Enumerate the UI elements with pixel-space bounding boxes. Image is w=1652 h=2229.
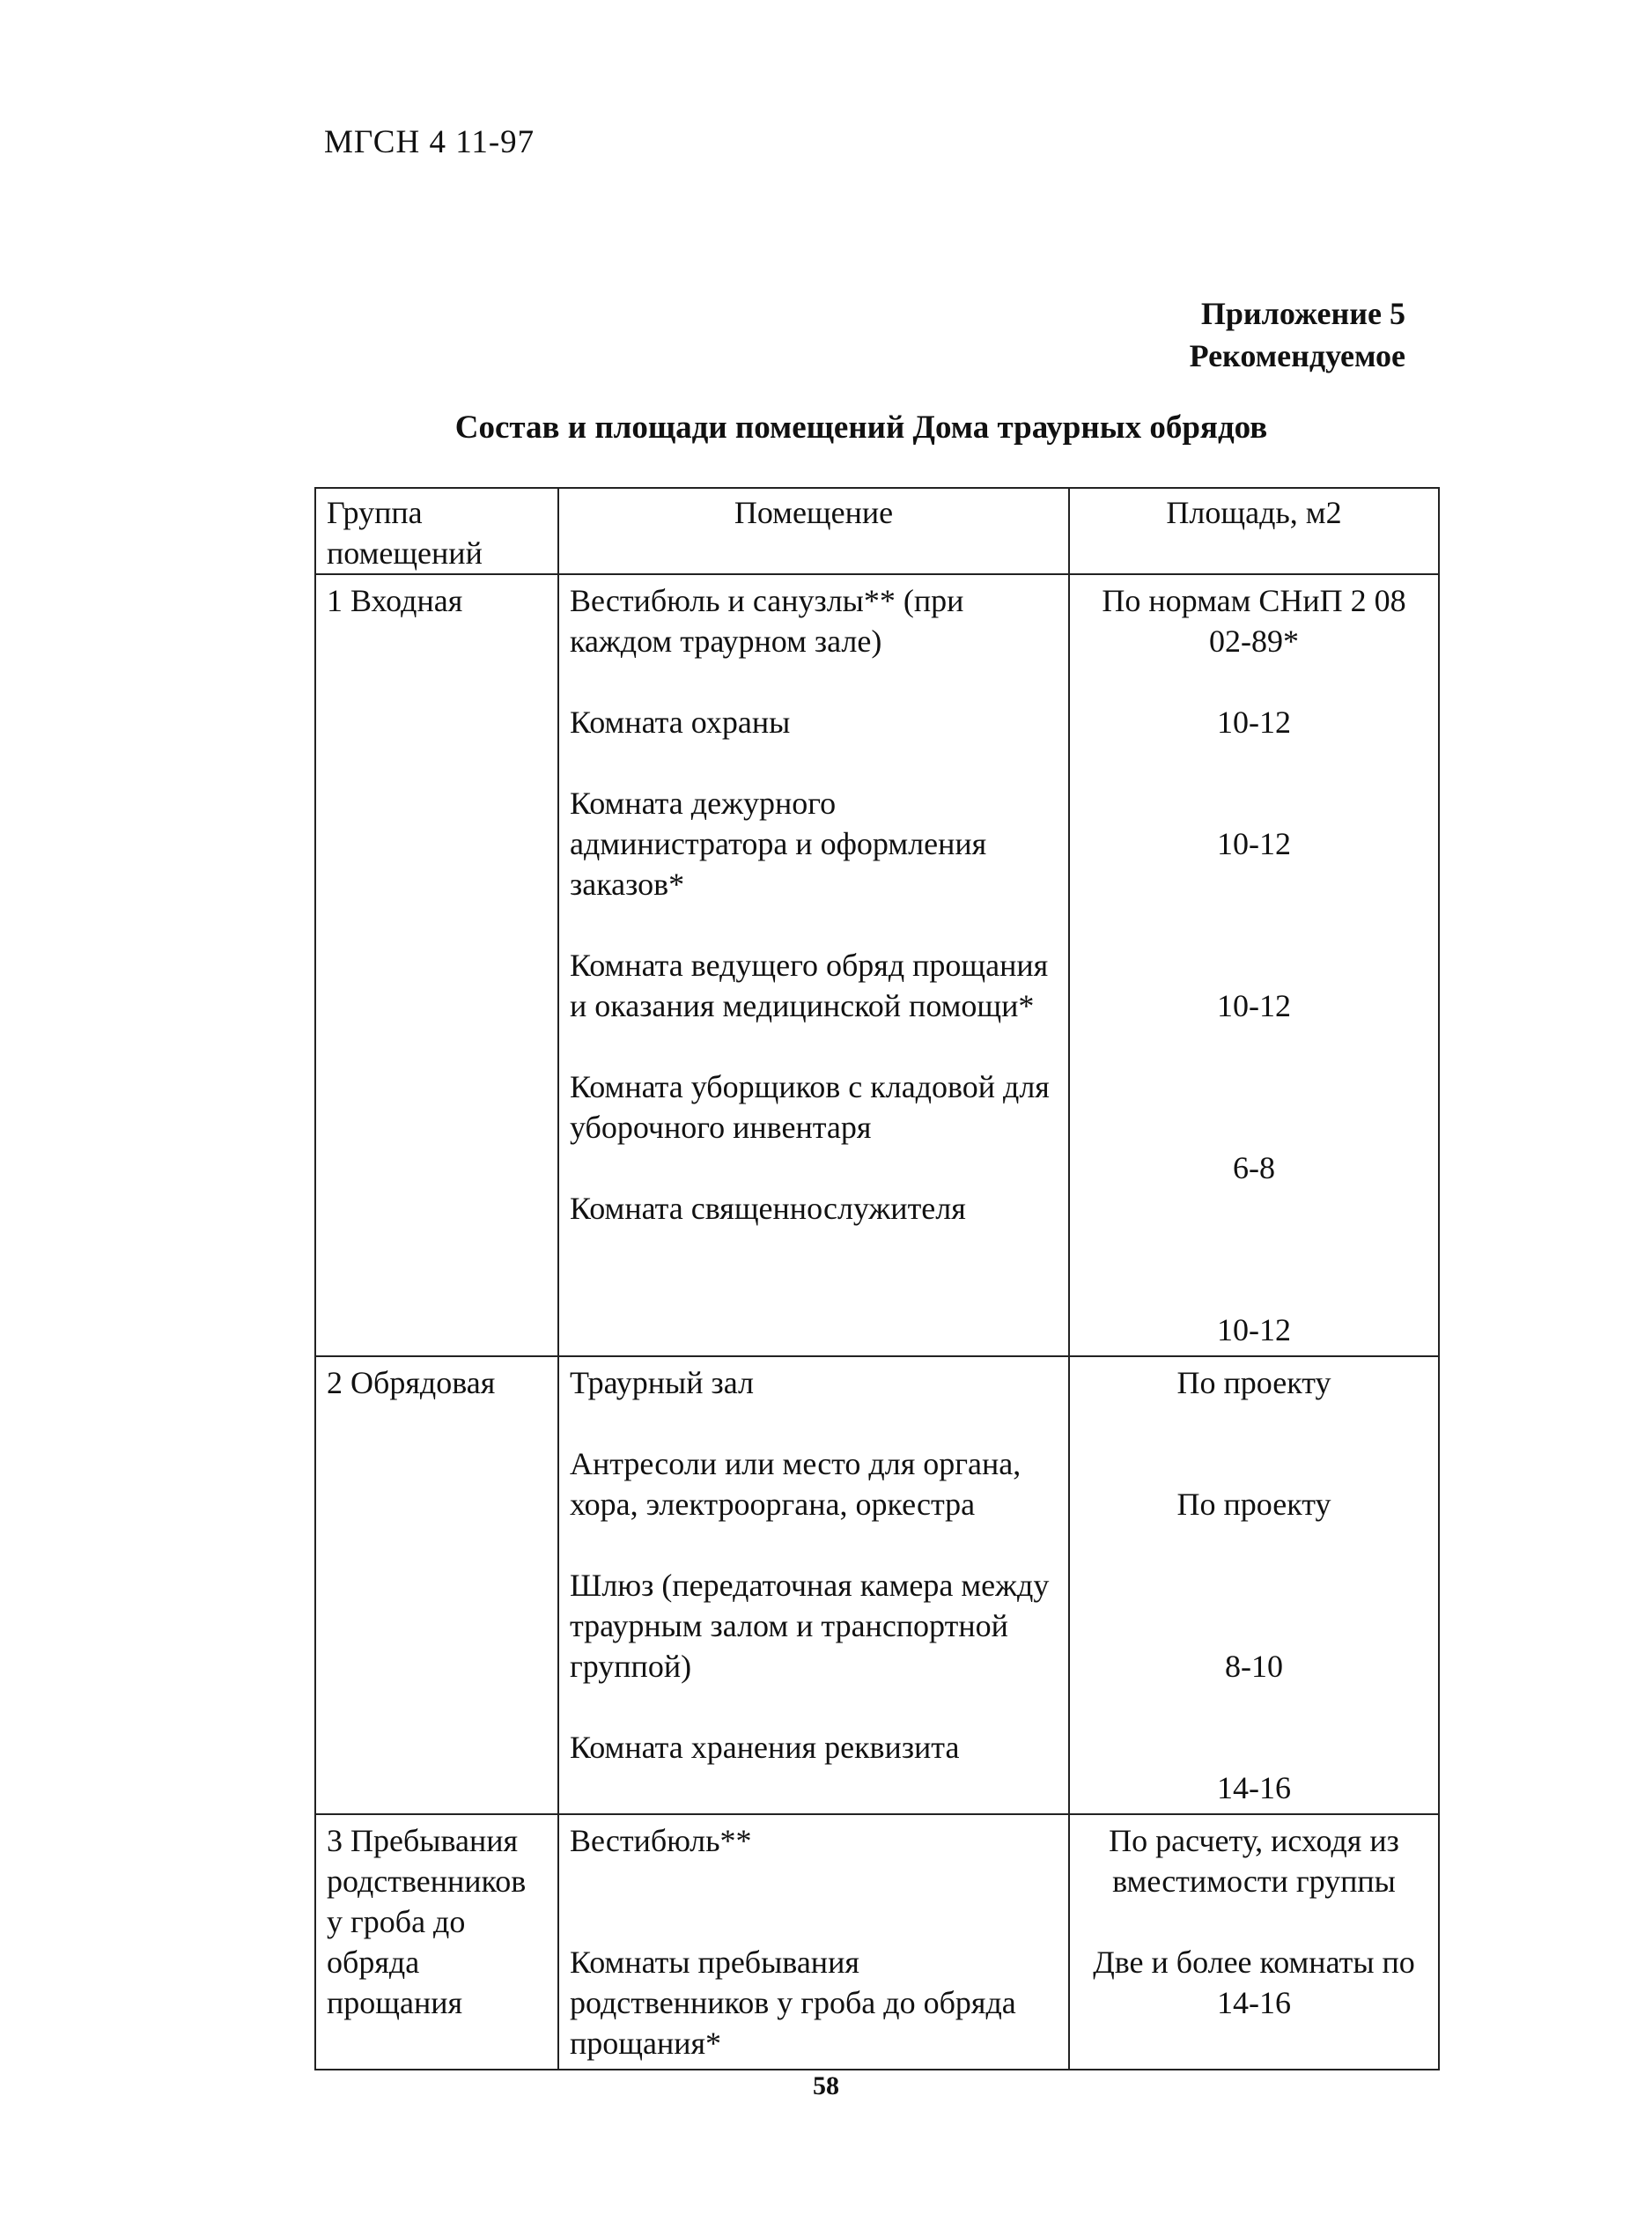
room-area: Две и более комнаты по 14-16 (1093, 1945, 1415, 2020)
room-name: Комната охраны (570, 705, 791, 740)
areas-cell (1069, 1814, 1439, 2070)
table-header-row (315, 488, 1439, 574)
room-name: Комната уборщиков с кладовой для уборочного инвентаря (570, 1069, 1050, 1145)
room-area: 10-12 (1217, 705, 1291, 740)
appendix-status: Рекомендуемое (1189, 338, 1405, 373)
areas-cell (1069, 574, 1439, 1356)
group-cell: 3 Пребывания родственников у гроба до обряда прощания (315, 1814, 558, 2070)
room-name: Вестибюль** (570, 1823, 752, 1858)
rooms-cell (558, 574, 1069, 1356)
page-number: 58 (813, 2071, 839, 2100)
room-name: Шлюз (передаточная камера между траурным залом и транспортной группой) (570, 1568, 1050, 1684)
room-area: 6-8 (1233, 1150, 1275, 1185)
group-cell: 2 Обрядовая (315, 1356, 558, 1814)
document-code: МГСН 4 11-97 (324, 124, 535, 160)
room-name: Комната ведущего обряд прощания и оказания медицинской помощи* (570, 948, 1049, 1023)
room-area: По нормам СНиП 2 08 02-89* (1102, 583, 1406, 659)
room-area: 10-12 (1217, 1312, 1291, 1347)
room-area: По проекту (1176, 1487, 1331, 1522)
room-name: Вестибюль и санузлы** (при каждом траурном зале) (570, 583, 964, 659)
room-area: 14-16 (1217, 1770, 1291, 1805)
room-name: Комната священнослужителя (570, 1191, 966, 1226)
room-area: 10-12 (1217, 988, 1291, 1023)
rooms-cell (558, 1356, 1069, 1814)
areas-cell (1069, 1356, 1439, 1814)
column-header-room: Помещение (558, 488, 1069, 574)
room-name: Траурный зал (570, 1365, 754, 1400)
room-name: Антресоли или место для органа, хора, электрооргана, оркестра (570, 1446, 1021, 1522)
room-area: По расчету, исходя из вместимости группы (1109, 1823, 1399, 1899)
table-title: Состав и площади помещений Дома траурных обрядов (454, 410, 1268, 446)
rooms-table (314, 487, 1440, 2070)
column-header-area: Площадь, м2 (1069, 488, 1439, 574)
table-row (315, 1356, 1439, 1814)
rooms-cell (558, 1814, 1069, 2070)
table-row (315, 1814, 1439, 2070)
room-name: Комната хранения реквизита (570, 1730, 960, 1765)
column-header-group: Группа помещений (315, 488, 558, 574)
table-row (315, 574, 1439, 1356)
room-area: По проекту (1176, 1365, 1331, 1400)
room-area: 10-12 (1217, 826, 1291, 861)
room-name: Комнаты пребывания родственников у гроба до обряда прощания* (570, 1945, 1016, 2061)
appendix-number: Приложение 5 (1200, 296, 1405, 331)
appendix-label (1190, 292, 1405, 377)
room-area: 8-10 (1225, 1649, 1283, 1684)
group-cell: 1 Входная (315, 574, 558, 1356)
room-name: Комната дежурного администратора и оформления заказов* (570, 786, 987, 902)
